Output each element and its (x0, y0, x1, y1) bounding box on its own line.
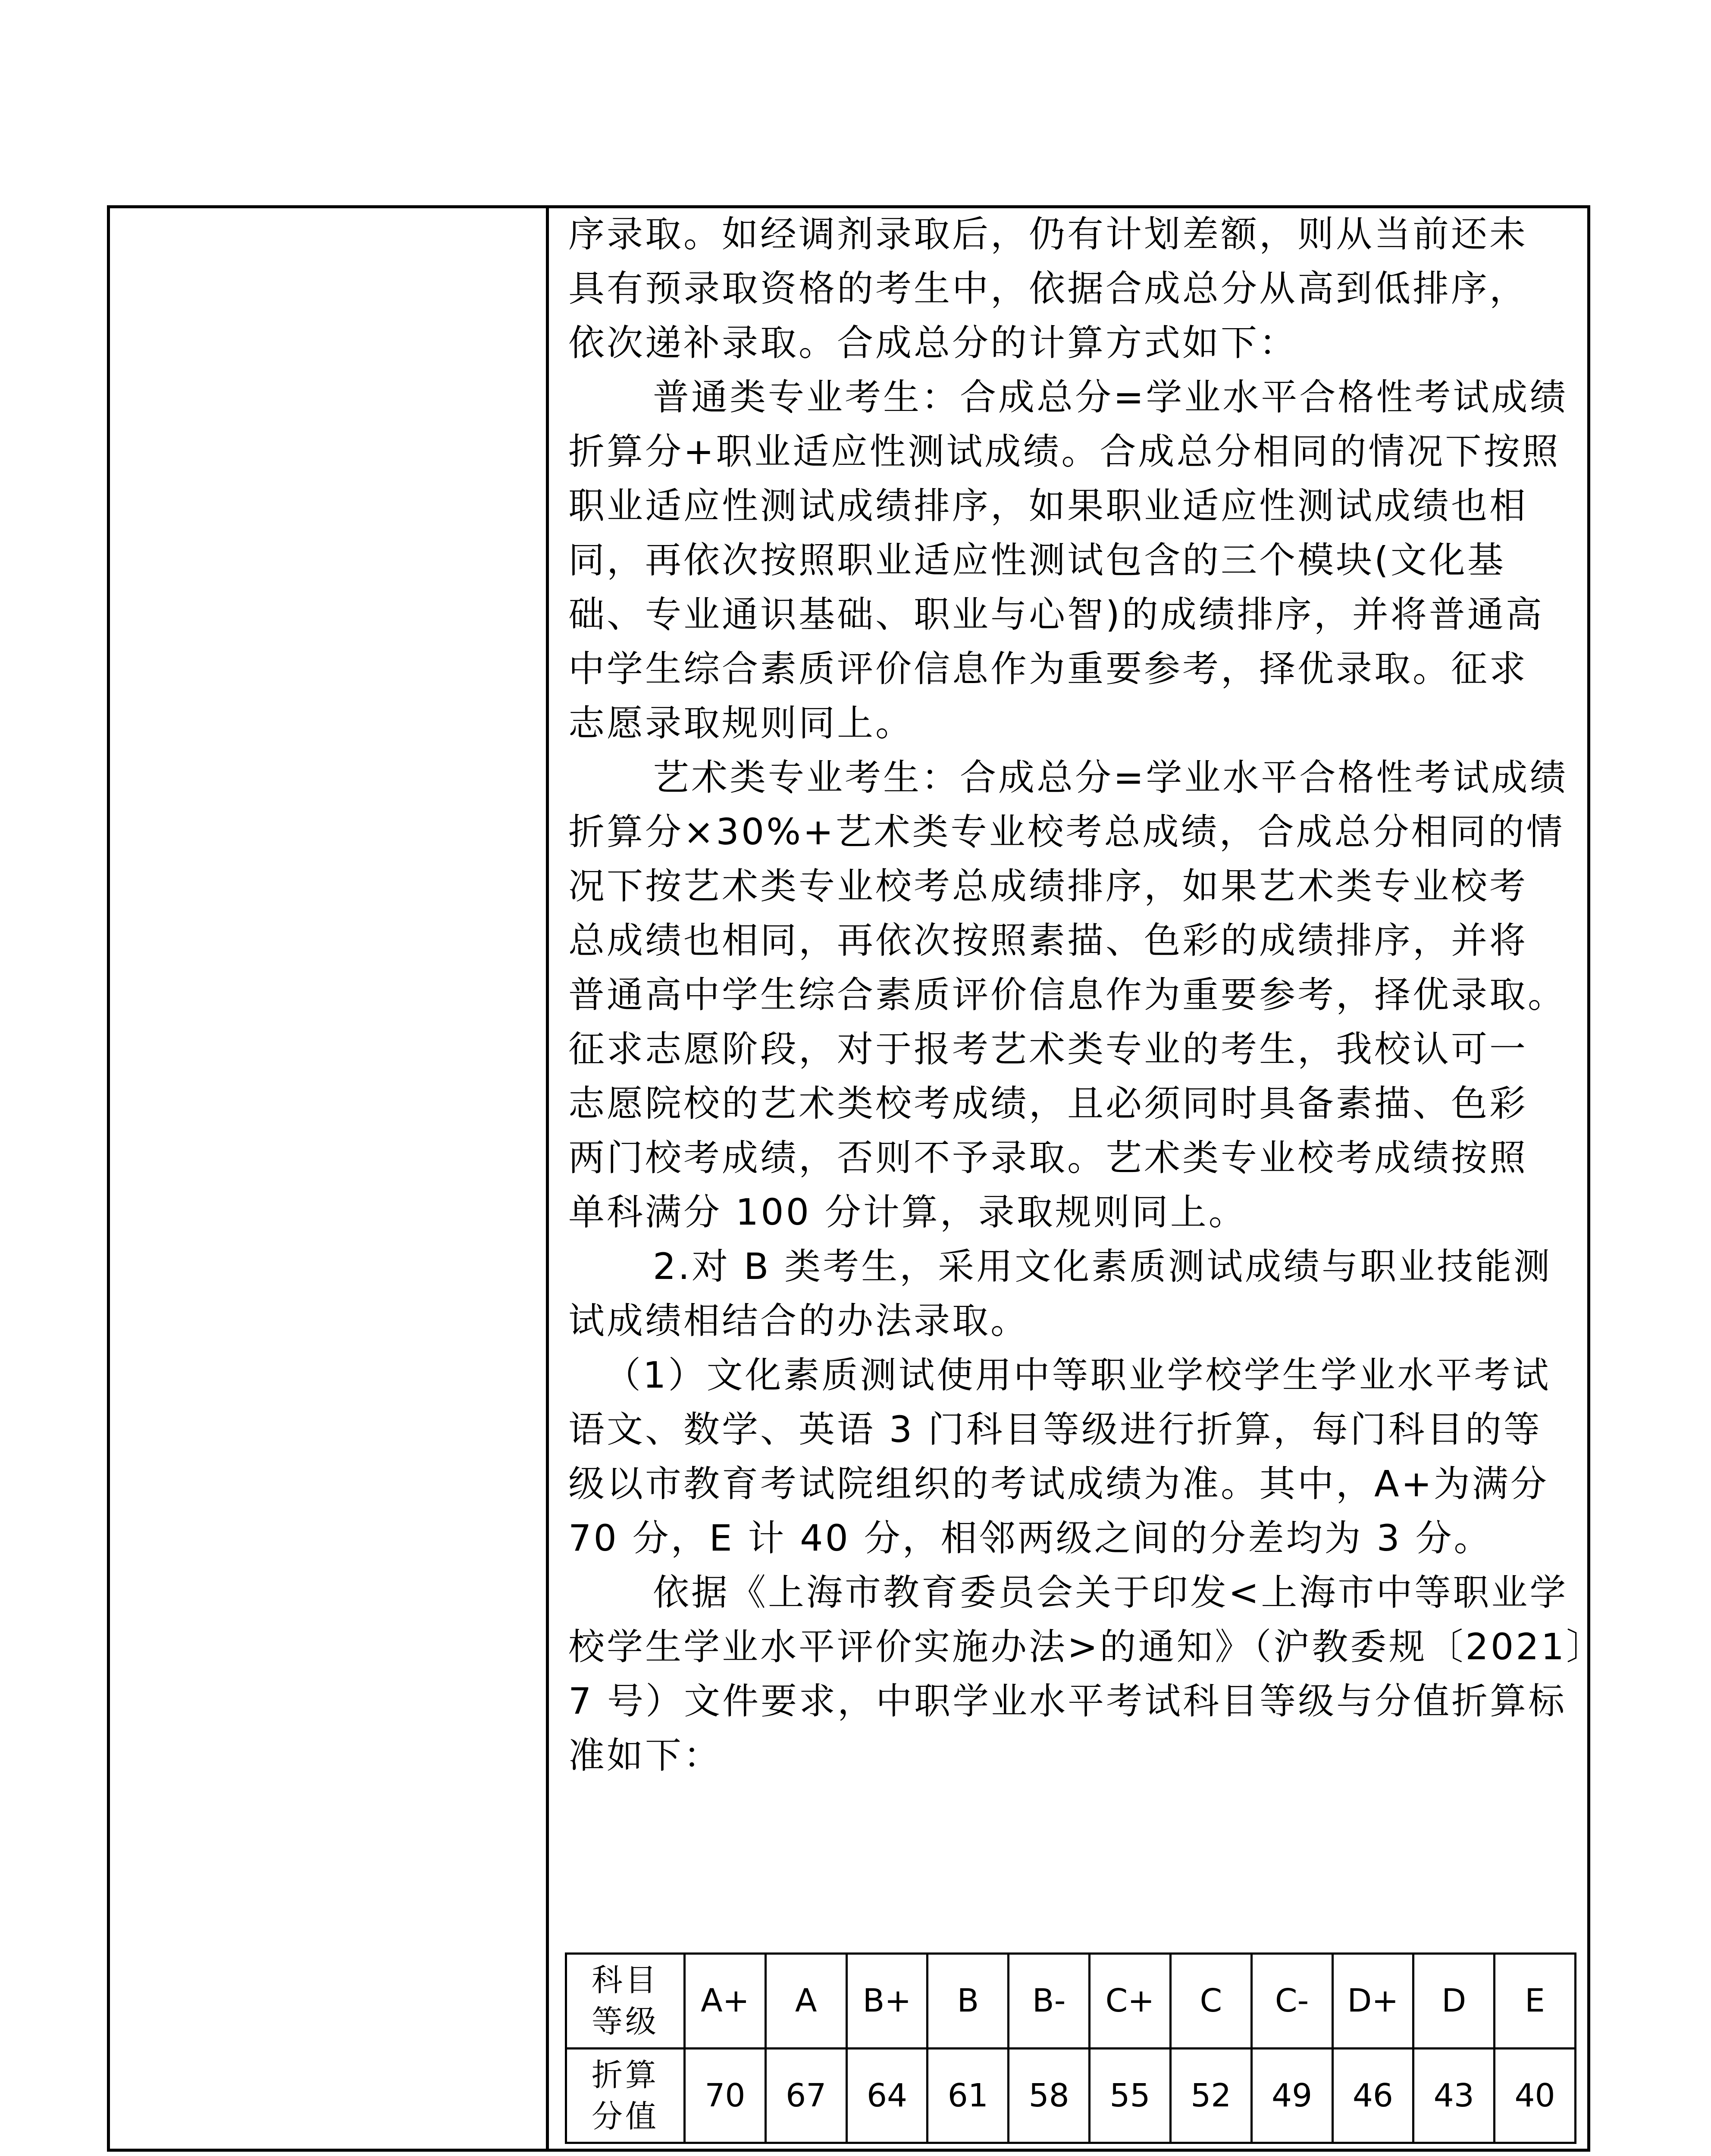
grade-cell: A (765, 1954, 846, 2049)
score-cell: 55 (1090, 2048, 1171, 2143)
score-cell: 40 (1495, 2048, 1576, 2143)
right-cell-content (568, 207, 1605, 1783)
text-line: 征求志愿阶段，对于报考艺术类专业的考生，我校认可一 (568, 1028, 1528, 1070)
text-line: 总成绩也相同，再依次按照素描、色彩的成绩排序，并将 (568, 919, 1528, 962)
header-text: 等级 (591, 2003, 659, 2040)
grade-cell: D (1413, 1954, 1495, 2049)
grade-cell: C+ (1090, 1954, 1171, 2049)
score-cell: 46 (1332, 2048, 1413, 2143)
score-row-header (566, 2048, 685, 2143)
text-line: 志愿录取规则同上。 (568, 702, 914, 744)
text-line: 2.对 B 类考生，采用文化素质测试成绩与职业技能测 (653, 1245, 1552, 1288)
grade-row (566, 1954, 1576, 2049)
text-line: 7 号）文件要求，中职学业水平考试科目等级与分值折算标 (568, 1680, 1567, 1722)
text-line: 中学生综合素质评价信息作为重要参考，择优录取。征求 (568, 648, 1528, 690)
text-line: 具有预录取资格的考生中，依据合成总分从高到低排序， (568, 267, 1528, 310)
text-line: 志愿院校的艺术类校考成绩，且必须同时具备素描、色彩 (568, 1082, 1528, 1125)
text-line: 校学生学业水平评价实施办法>的通知》（沪教委规〔2021〕 (568, 1626, 1605, 1668)
score-cell: 58 (1009, 2048, 1090, 2143)
text-line: 依次递补录取。合成总分的计算方式如下： (568, 322, 1298, 364)
text-line: 语文、数学、英语 3 门科目等级进行折算，每门科目的等 (568, 1408, 1542, 1451)
header-text: 分值 (591, 2098, 659, 2134)
text-line: 况下按艺术类专业校考总成绩排序，如果艺术类专业校考 (568, 865, 1528, 907)
header-text: 科目 (591, 1962, 659, 1999)
text-line: 同，再依次按照职业适应性测试包含的三个模块(文化基 (568, 539, 1506, 581)
text-line: 70 分，E 计 40 分，相邻两级之间的分差均为 3 分。 (568, 1517, 1492, 1559)
text-line: 职业适应性测试成绩排序，如果职业适应性测试成绩也相 (568, 485, 1528, 527)
text-line: 依据《上海市教育委员会关于印发<上海市中等职业学 (653, 1571, 1568, 1614)
text-line: 两门校考成绩，否则不予录取。艺术类专业校考成绩按照 (568, 1137, 1528, 1179)
text-line: 折算分×30%+艺术类专业校考总成绩，合成总分相同的情 (568, 811, 1565, 853)
text-line: 普通高中学生综合素质评价信息作为重要参考，择优录取。 (568, 974, 1567, 1016)
text-line: 级以市教育考试院组织的考试成绩为准。其中，A+为满分 (568, 1463, 1549, 1505)
text-line: 折算分+职业适应性测试成绩。合成总分相同的情况下按照 (568, 430, 1561, 473)
text-line: 序录取。如经调剂录取后，仍有计划差额，则从当前还未 (568, 213, 1528, 255)
grade-row-header (566, 1954, 685, 2049)
text-line: 单科满分 100 分计算，录取规则同上。 (568, 1191, 1247, 1233)
score-cell: 52 (1170, 2048, 1251, 2143)
score-cell: 64 (846, 2048, 928, 2143)
grade-cell: C (1170, 1954, 1251, 2049)
text-line: （1）文化素质测试使用中等职业学校学生学业水平考试 (605, 1354, 1551, 1396)
score-cell: 43 (1413, 2048, 1495, 2143)
score-cell: 70 (685, 2048, 766, 2143)
grade-score-table (565, 1952, 1576, 2144)
text-line: 试成绩相结合的办法录取。 (568, 1300, 1029, 1342)
score-cell: 61 (928, 2048, 1009, 2143)
score-cell: 67 (765, 2048, 846, 2143)
column-divider (546, 205, 549, 2152)
grade-cell: B- (1009, 1954, 1090, 2049)
text-line: 础、专业通识基础、职业与心智)的成绩排序，并将普通高 (568, 593, 1544, 636)
text-line: 艺术类专业考生：合成总分=学业水平合格性考试成绩 (653, 756, 1568, 799)
text-line: 普通类专业考生：合成总分=学业水平合格性考试成绩 (653, 376, 1568, 418)
grade-cell: D+ (1332, 1954, 1413, 2049)
score-cell: 49 (1251, 2048, 1332, 2143)
grade-cell: B+ (846, 1954, 928, 2049)
grade-cell: B (928, 1954, 1009, 2049)
text-line: 准如下： (568, 1734, 722, 1777)
score-row (566, 2048, 1576, 2143)
grade-cell: A+ (685, 1954, 766, 2049)
header-text: 折算 (591, 2056, 659, 2093)
grade-cell: C- (1251, 1954, 1332, 2049)
grade-cell: E (1495, 1954, 1576, 2049)
